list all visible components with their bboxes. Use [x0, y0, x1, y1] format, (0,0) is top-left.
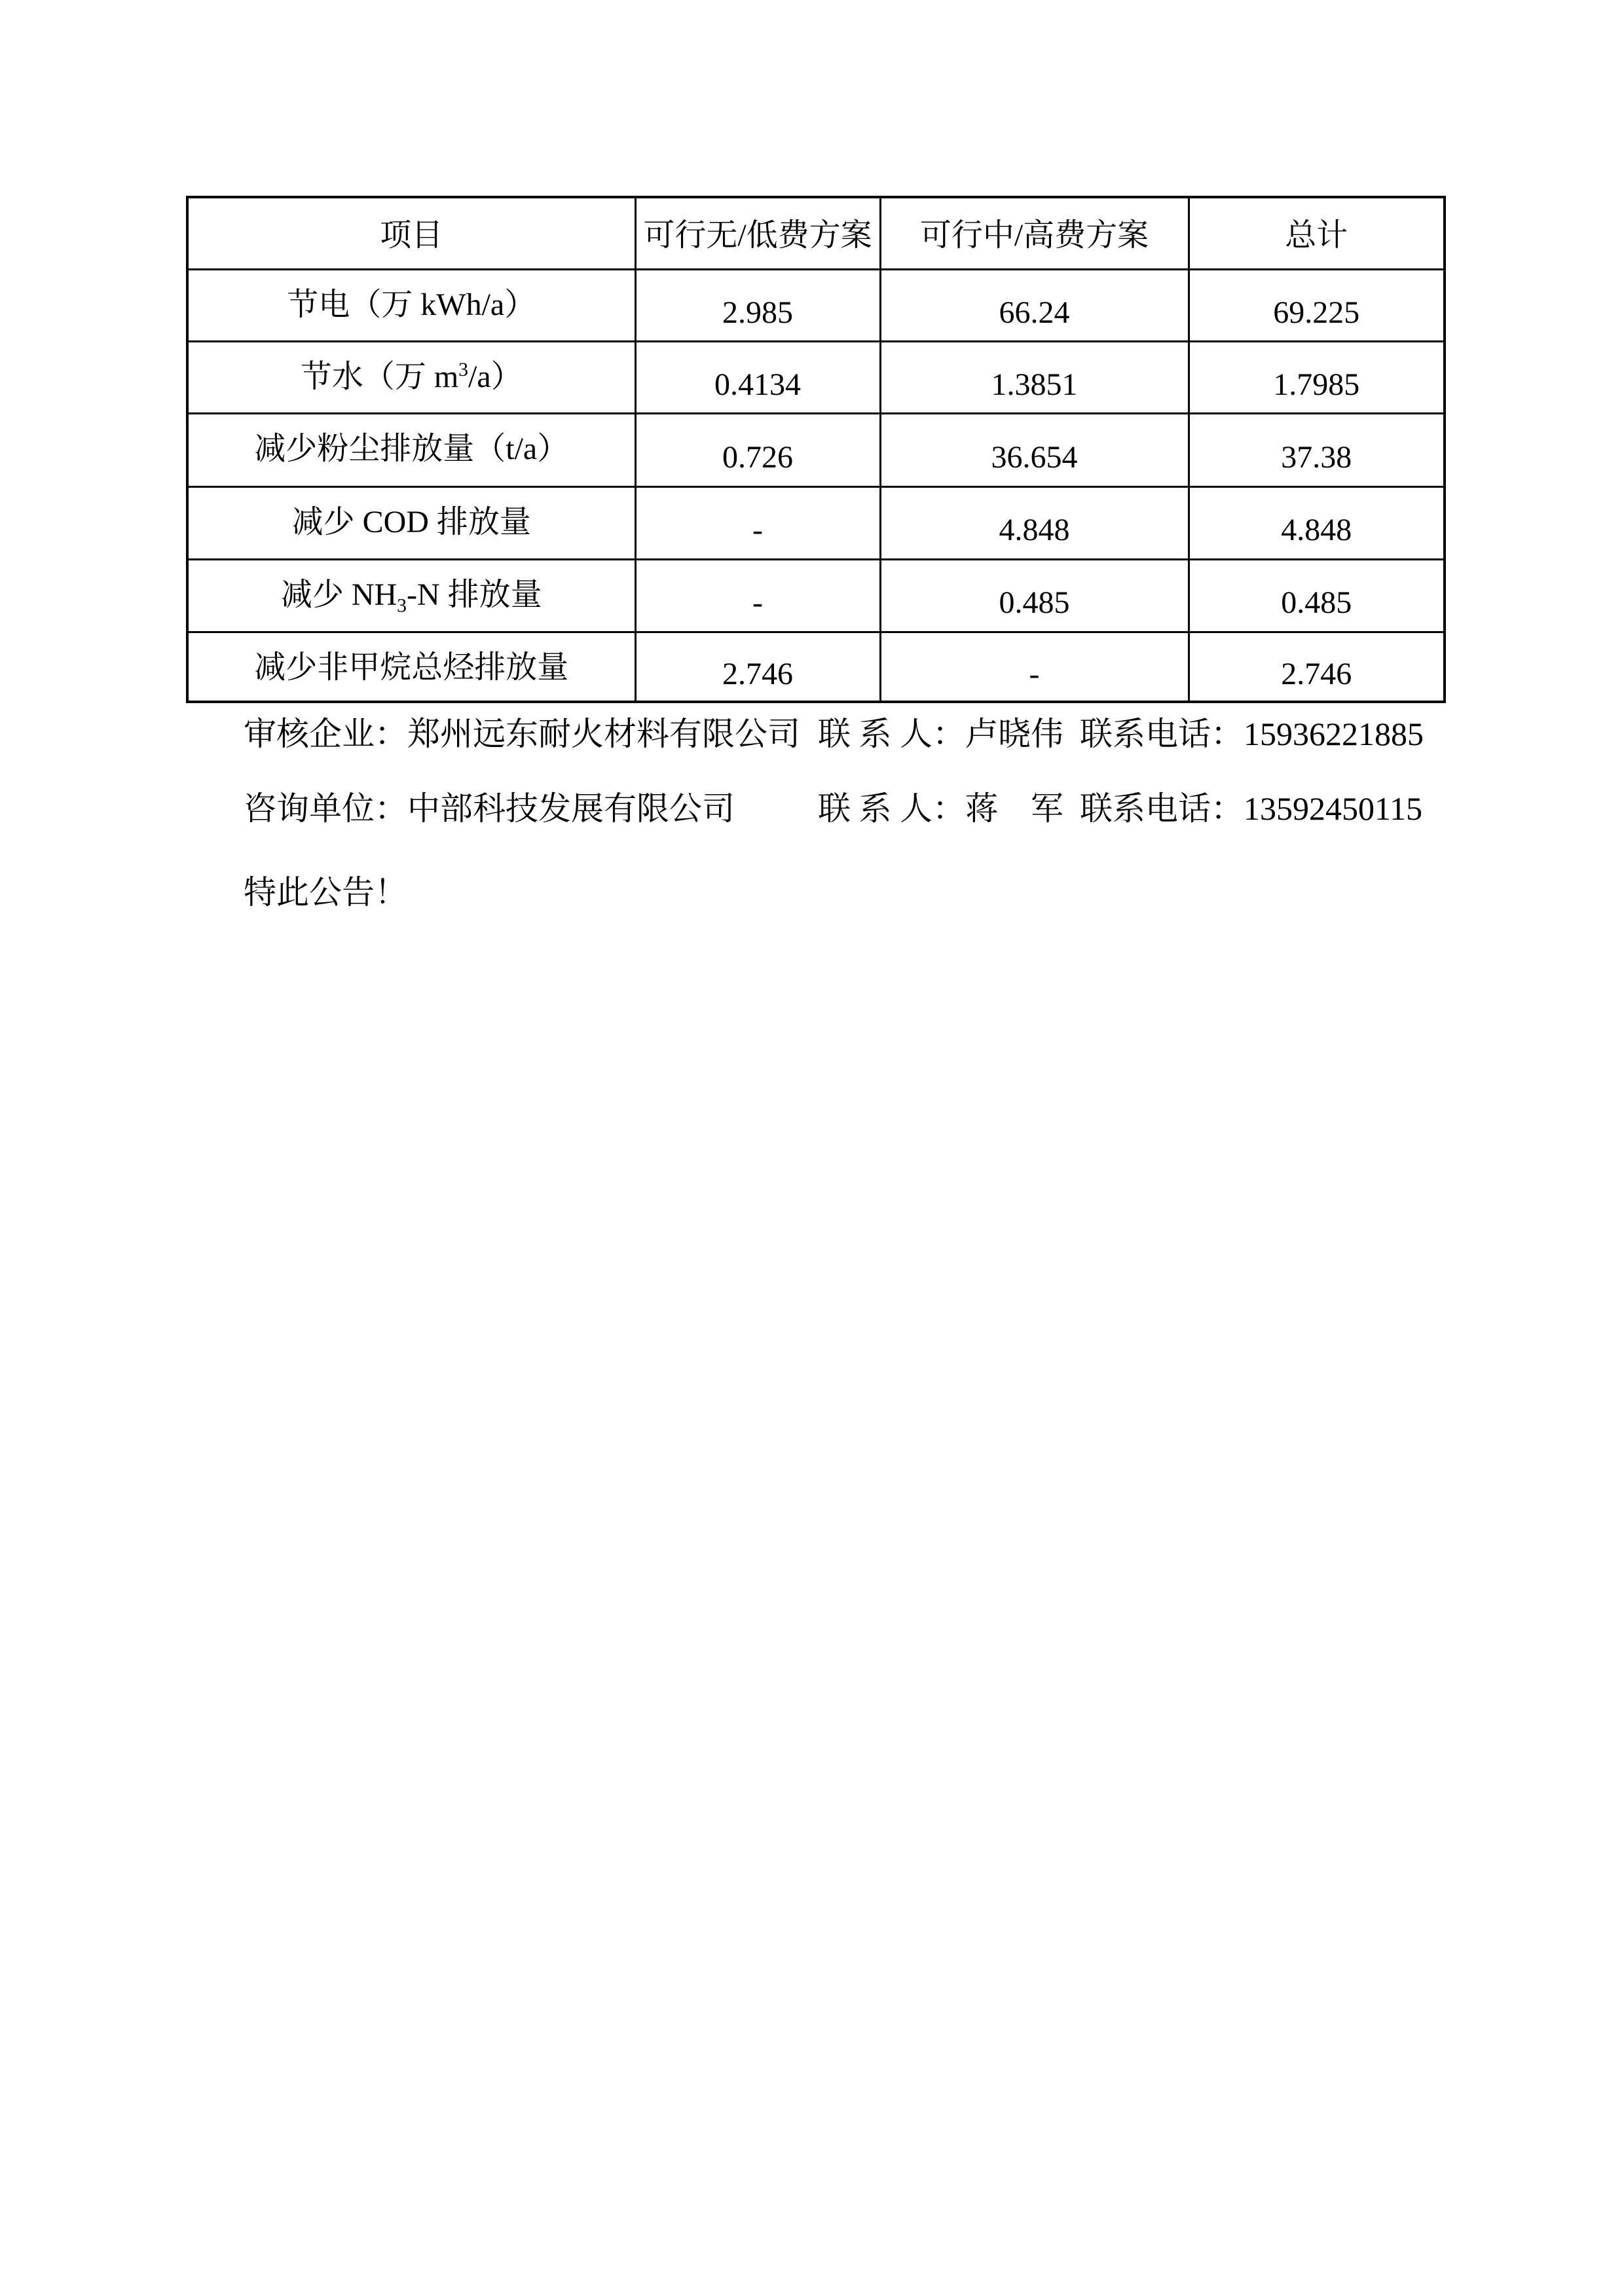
- column-header-high-cost: [880, 197, 1189, 269]
- value-cell: [880, 269, 1189, 341]
- cell-value: 4.848: [999, 513, 1070, 547]
- value-cell: [1189, 413, 1445, 486]
- row-label: 减少 COD 排放量: [291, 504, 531, 539]
- value-cell: [1189, 632, 1445, 702]
- value-cell: [635, 559, 880, 632]
- column-header-label: 可行无/低费方案: [643, 218, 872, 253]
- row-label-cell: [187, 413, 635, 486]
- column-header-label: 项目: [380, 218, 443, 253]
- value-cell: [1189, 269, 1445, 341]
- cell-value: 37.38: [1281, 439, 1352, 475]
- consulting-contact-person: 联 系 人：蒋 军: [818, 790, 1063, 827]
- column-header-label: 总计: [1285, 218, 1348, 253]
- cell-value: 2.985: [722, 295, 793, 330]
- table-row: [187, 413, 1445, 486]
- value-cell: [880, 341, 1189, 413]
- table-row: [187, 632, 1445, 702]
- value-cell: [1189, 486, 1445, 559]
- cell-value: 66.24: [999, 295, 1070, 330]
- value-cell: [880, 486, 1189, 559]
- cell-value: 2.746: [722, 656, 793, 691]
- cell-value: 1.3851: [991, 367, 1078, 402]
- table-header-row: [187, 197, 1445, 269]
- row-label-cell: [187, 269, 635, 341]
- cell-value: 4.848: [1281, 513, 1352, 547]
- cell-value: 0.485: [999, 585, 1070, 620]
- column-header-label: 可行中/高费方案: [919, 218, 1149, 253]
- row-label-cell: [187, 486, 635, 559]
- subscript: 3: [397, 594, 407, 617]
- cell-value: 0.4134: [714, 367, 801, 402]
- table-row: [187, 269, 1445, 341]
- cell-value: -: [752, 513, 763, 547]
- superscript: 3: [458, 358, 469, 380]
- value-cell: [880, 413, 1189, 486]
- cell-value: 1.7985: [1273, 367, 1360, 402]
- table-row: [187, 486, 1445, 559]
- row-label-cell: [187, 632, 635, 702]
- audited-contact-phone: 联系电话：15936221885: [1080, 716, 1424, 752]
- audited-contact-person: 联 系 人：卢晓伟: [818, 716, 1063, 752]
- audited-company-line: [0, 713, 1624, 755]
- row-label-cell: [187, 559, 635, 632]
- column-header-low-cost: [635, 197, 880, 269]
- announcement-closing-text: 特此公告！: [244, 874, 407, 911]
- consulting-company: 咨询单位：中部科技发展有限公司: [244, 790, 735, 827]
- cell-value: -: [1029, 656, 1040, 691]
- value-cell: [635, 413, 880, 486]
- audited-company: 审核企业：郑州远东耐火材料有限公司: [244, 716, 800, 752]
- row-label: 减少粉尘排放量（t/a）: [254, 431, 569, 466]
- table-row: [187, 341, 1445, 413]
- cell-value: 0.726: [722, 439, 793, 475]
- value-cell: [1189, 341, 1445, 413]
- row-label: 节水（万 $m^3/a$）: [300, 358, 523, 394]
- announcement-closing-line: [0, 871, 1624, 913]
- column-header-total: [1189, 197, 1445, 269]
- consulting-contact-phone: 联系电话：13592450115: [1080, 790, 1423, 827]
- value-cell: [635, 269, 880, 341]
- value-cell: [880, 559, 1189, 632]
- cell-value: 69.225: [1273, 295, 1360, 330]
- value-cell: [1189, 559, 1445, 632]
- row-label: 减少非甲烷总烃排放量: [254, 649, 569, 685]
- cell-value: 2.746: [1281, 656, 1352, 691]
- consulting-company-line: [0, 788, 1624, 829]
- value-cell: [635, 632, 880, 702]
- value-cell: [635, 341, 880, 413]
- benefits-summary-table: [186, 196, 1446, 703]
- cell-value: -: [752, 585, 763, 620]
- row-label-cell: [187, 341, 635, 413]
- row-label: 节电（万 kWh/a）: [287, 287, 536, 322]
- cell-value: 36.654: [991, 439, 1078, 475]
- table-row: [187, 559, 1445, 632]
- value-cell: [880, 632, 1189, 702]
- column-header-item: [187, 197, 635, 269]
- cell-value: 0.485: [1281, 585, 1352, 620]
- value-cell: [635, 486, 880, 559]
- row-label: 减少 $NH_3-N$ 排放量: [280, 577, 542, 617]
